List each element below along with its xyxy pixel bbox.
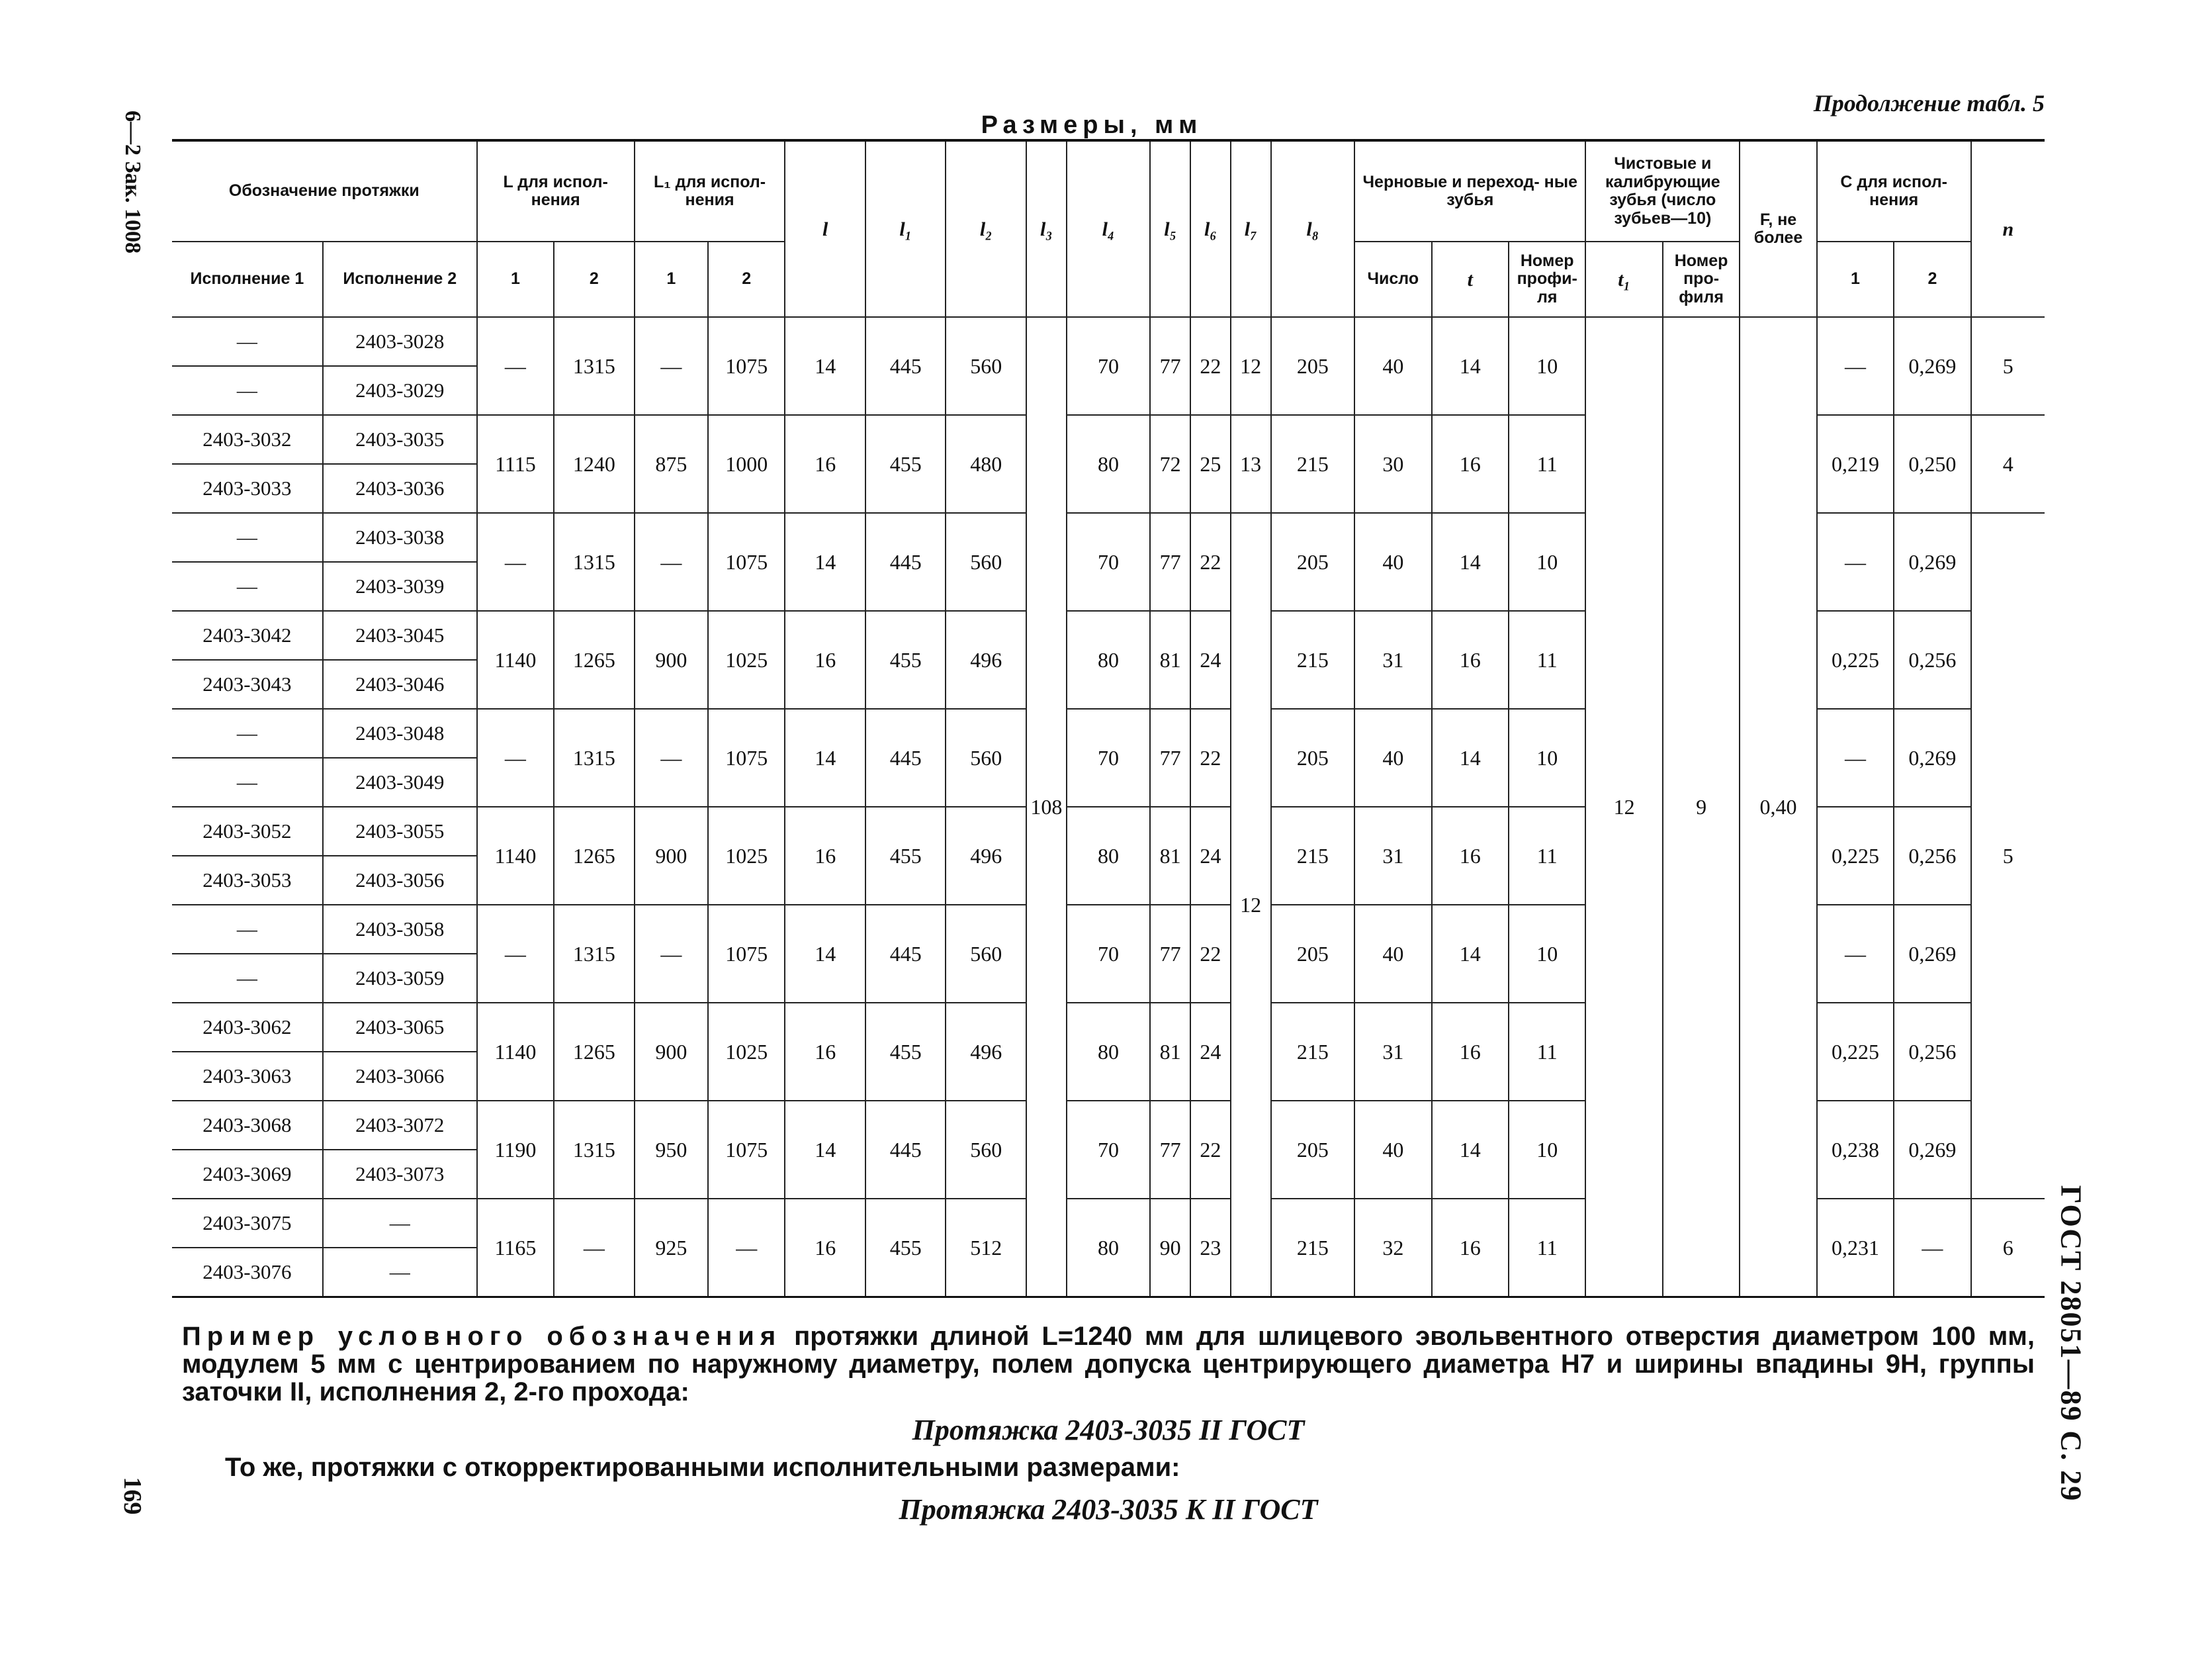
l5-cell: 81: [1150, 1003, 1190, 1101]
designation-exec1-cell: 2403-3052: [172, 807, 323, 856]
l1-cell: 445: [865, 905, 946, 1003]
designation-exec2-cell: 2403-3048: [323, 709, 477, 758]
rough-count-cell: 30: [1354, 415, 1431, 513]
rough-t-cell: 14: [1432, 709, 1509, 807]
rough-t-cell: 16: [1432, 611, 1509, 709]
designation-exec1-cell: —: [172, 317, 323, 366]
rough-profile-cell: 11: [1509, 1003, 1585, 1101]
rough-profile-cell: 10: [1509, 513, 1585, 611]
l5-cell: 77: [1150, 905, 1190, 1003]
C-exec1-cell: 0,225: [1817, 611, 1894, 709]
l8-cell: 205: [1271, 513, 1355, 611]
F-cell: 0,40: [1740, 317, 1816, 1297]
designation-exec2-cell: 2403-3045: [323, 611, 477, 660]
L-exec2-cell: —: [554, 1199, 635, 1297]
l-cell: 16: [785, 1199, 865, 1297]
rough-profile-cell: 11: [1509, 415, 1585, 513]
rough-profile-cell: 11: [1509, 807, 1585, 905]
n-header: n: [1971, 140, 2045, 317]
rough-t-cell: 16: [1432, 1003, 1509, 1101]
page-number: 169: [118, 1477, 146, 1515]
finish-t1-cell: 12: [1585, 317, 1662, 1297]
L-exec1-cell: —: [477, 513, 554, 611]
L1-exec2-cell: 1075: [708, 905, 785, 1003]
designation-exec2-cell: 2403-3039: [323, 562, 477, 611]
C-exec2-cell: 0,256: [1894, 1003, 1970, 1101]
l-cell: 14: [785, 317, 865, 415]
l3-header: l₃: [1026, 140, 1067, 317]
l4-cell: 80: [1067, 1199, 1151, 1297]
t-header: t: [1432, 242, 1509, 317]
L1-exec2-cell: 1075: [708, 1101, 785, 1199]
designation-exec2-cell: 2403-3072: [323, 1101, 477, 1150]
L1-header: L₁ для испол- нения: [635, 140, 785, 242]
L1-exec1-cell: 900: [635, 807, 708, 905]
l1-cell: 455: [865, 1003, 946, 1101]
L-exec1-cell: 1115: [477, 415, 554, 513]
C-header: C для испол- нения: [1817, 140, 1971, 242]
rough-profile-cell: 11: [1509, 1199, 1585, 1297]
l6-cell: 22: [1190, 513, 1231, 611]
L-exec2-cell: 1315: [554, 317, 635, 415]
n-cell: 6: [1971, 1199, 2045, 1297]
rough-count-cell: 40: [1354, 709, 1431, 807]
l-cell: 14: [785, 513, 865, 611]
table-row: [172, 317, 2045, 366]
l6-cell: 23: [1190, 1199, 1231, 1297]
rough-count-cell: 31: [1354, 807, 1431, 905]
rough-teeth-header: Черновые и переход- ные зубья: [1354, 140, 1585, 242]
designation-exec2-cell: 2403-3029: [323, 366, 477, 415]
l4-cell: 80: [1067, 611, 1151, 709]
example-code-2: Протяжка 2403-3035 K II ГОСТ: [899, 1493, 1318, 1526]
l8-cell: 205: [1271, 905, 1355, 1003]
rough-t-cell: 16: [1432, 1199, 1509, 1297]
L-header: L для испол- нения: [477, 140, 635, 242]
L-exec2-cell: 1315: [554, 1101, 635, 1199]
l8-cell: 215: [1271, 1199, 1355, 1297]
C-exec1-cell: 0,231: [1817, 1199, 1894, 1297]
L1-exec1-cell: 900: [635, 1003, 708, 1101]
l5-cell: 77: [1150, 317, 1190, 415]
C-exec1-cell: 0,238: [1817, 1101, 1894, 1199]
rough-count-cell: 40: [1354, 513, 1431, 611]
l5-cell: 77: [1150, 1101, 1190, 1199]
profile-no2-header: Номер про- филя: [1663, 242, 1740, 317]
t1-header: t₁: [1585, 242, 1662, 317]
l8-cell: 215: [1271, 415, 1355, 513]
dimensions-table-container: [172, 139, 2045, 1298]
designation-exec1-cell: —: [172, 954, 323, 1003]
C-exec1-cell: 0,225: [1817, 807, 1894, 905]
C-exec2-header: 2: [1894, 242, 1970, 317]
l2-cell: 496: [946, 1003, 1026, 1101]
rough-profile-cell: 11: [1509, 611, 1585, 709]
designation-exec2-cell: 2403-3073: [323, 1150, 477, 1199]
example-paragraph: [182, 1322, 2035, 1406]
designation-header: Обозначение протяжки: [172, 140, 477, 242]
L1-exec1-header: 1: [635, 242, 708, 317]
rough-count-cell: 40: [1354, 317, 1431, 415]
L-exec2-cell: 1265: [554, 807, 635, 905]
L1-exec2-cell: 1000: [708, 415, 785, 513]
rough-t-cell: 14: [1432, 1101, 1509, 1199]
L-exec2-cell: 1315: [554, 905, 635, 1003]
l1-cell: 445: [865, 1101, 946, 1199]
L-exec2-cell: 1240: [554, 415, 635, 513]
l6-cell: 22: [1190, 317, 1231, 415]
standard-designation: ГОСТ 28051—89 С. 29: [2055, 1185, 2088, 1502]
rough-count-cell: 40: [1354, 1101, 1431, 1199]
l5-header: l₅: [1150, 140, 1190, 317]
l5-cell: 90: [1150, 1199, 1190, 1297]
C-exec2-cell: 0,269: [1894, 709, 1970, 807]
C-exec2-cell: 0,269: [1894, 1101, 1970, 1199]
L-exec2-cell: 1315: [554, 513, 635, 611]
l2-cell: 496: [946, 807, 1026, 905]
l2-cell: 560: [946, 905, 1026, 1003]
table-body: [172, 317, 2045, 1297]
l2-cell: 512: [946, 1199, 1026, 1297]
l6-cell: 24: [1190, 611, 1231, 709]
designation-exec1-cell: —: [172, 366, 323, 415]
designation-exec1-cell: 2403-3076: [172, 1248, 323, 1297]
C-exec2-cell: 0,256: [1894, 611, 1970, 709]
designation-exec1-cell: 2403-3053: [172, 856, 323, 905]
l1-cell: 455: [865, 807, 946, 905]
example-same-text: То же, протяжки с откорректированными исполнительными размерами:: [225, 1453, 1180, 1482]
rough-count-cell: 31: [1354, 1003, 1431, 1101]
designation-exec1-cell: —: [172, 758, 323, 807]
l4-cell: 80: [1067, 415, 1151, 513]
L1-exec1-cell: —: [635, 513, 708, 611]
l6-cell: 22: [1190, 709, 1231, 807]
rough-t-cell: 16: [1432, 807, 1509, 905]
L1-exec2-cell: —: [708, 1199, 785, 1297]
n-cell: 5: [1971, 513, 2045, 1199]
rough-profile-cell: 10: [1509, 905, 1585, 1003]
designation-exec1-cell: —: [172, 709, 323, 758]
C-exec2-cell: 0,256: [1894, 807, 1970, 905]
l2-cell: 560: [946, 513, 1026, 611]
C-exec2-cell: 0,269: [1894, 317, 1970, 415]
l-header: l: [785, 140, 865, 317]
designation-exec1-cell: 2403-3033: [172, 464, 323, 513]
l8-header: l₈: [1271, 140, 1355, 317]
L1-exec1-cell: 950: [635, 1101, 708, 1199]
designation-exec1-cell: —: [172, 513, 323, 562]
designation-exec2-cell: 2403-3058: [323, 905, 477, 954]
l6-cell: 22: [1190, 905, 1231, 1003]
l-cell: 14: [785, 1101, 865, 1199]
rough-profile-cell: 10: [1509, 317, 1585, 415]
l6-cell: 25: [1190, 415, 1231, 513]
designation-exec2-cell: 2403-3038: [323, 513, 477, 562]
L-exec1-cell: 1190: [477, 1101, 554, 1199]
l8-cell: 205: [1271, 317, 1355, 415]
designation-exec1-cell: 2403-3042: [172, 611, 323, 660]
L-exec2-header: 2: [554, 242, 635, 317]
l6-cell: 22: [1190, 1101, 1231, 1199]
L1-exec2-cell: 1025: [708, 807, 785, 905]
L-exec1-cell: —: [477, 709, 554, 807]
l6-header: l₆: [1190, 140, 1231, 317]
l-cell: 14: [785, 905, 865, 1003]
L-exec1-cell: 1140: [477, 807, 554, 905]
C-exec1-cell: 0,225: [1817, 1003, 1894, 1101]
rough-t-cell: 14: [1432, 317, 1509, 415]
rough-t-cell: 14: [1432, 513, 1509, 611]
designation-exec2-cell: 2403-3059: [323, 954, 477, 1003]
l7-cell: 12: [1231, 513, 1271, 1297]
finish-teeth-header: Чистовые и калибрующие зубья (число зубьев—10): [1585, 140, 1740, 242]
designation-exec2-cell: 2403-3028: [323, 317, 477, 366]
l2-cell: 560: [946, 709, 1026, 807]
L1-exec2-cell: 1075: [708, 513, 785, 611]
F-header: F, не более: [1740, 140, 1816, 317]
l1-cell: 455: [865, 415, 946, 513]
l-cell: 14: [785, 709, 865, 807]
example-lead: Пример условного обозначения: [182, 1322, 782, 1351]
dimensions-table: [172, 139, 2045, 1298]
rough-profile-cell: 10: [1509, 1101, 1585, 1199]
designation-exec1-cell: 2403-3068: [172, 1101, 323, 1150]
C-exec2-cell: 0,250: [1894, 415, 1970, 513]
l1-cell: 445: [865, 709, 946, 807]
designation-exec2-cell: 2403-3065: [323, 1003, 477, 1052]
table-units-caption: Размеры, мм: [981, 111, 1203, 139]
designation-exec1-cell: 2403-3032: [172, 415, 323, 464]
l2-header: l₂: [946, 140, 1026, 317]
designation-exec2-cell: —: [323, 1248, 477, 1297]
L-exec1-cell: 1165: [477, 1199, 554, 1297]
l8-cell: 215: [1271, 611, 1355, 709]
designation-exec1-cell: 2403-3063: [172, 1052, 323, 1101]
example-text: протяжки длиной L=1240 мм для шлицевого эвольвентного отверстия диаметром 100 мм, модулем 5 мм с центрированием по наружному диаметру, полем допуска центрирующего диаметра H7 и ширины впадины 9H, группы заточки II, исполнения 2, 2-го прохода:: [182, 1322, 2035, 1406]
l1-cell: 455: [865, 1199, 946, 1297]
l4-cell: 70: [1067, 1101, 1151, 1199]
L-exec2-cell: 1265: [554, 1003, 635, 1101]
L1-exec1-cell: —: [635, 709, 708, 807]
l-cell: 16: [785, 415, 865, 513]
l-cell: 16: [785, 807, 865, 905]
designation-exec1-cell: —: [172, 562, 323, 611]
L-exec2-cell: 1315: [554, 709, 635, 807]
n-cell: 5: [1971, 317, 2045, 415]
designation-exec2-cell: 2403-3035: [323, 415, 477, 464]
L1-exec2-cell: 1025: [708, 611, 785, 709]
L-exec2-cell: 1265: [554, 611, 635, 709]
l2-cell: 560: [946, 1101, 1026, 1199]
n-cell: 4: [1971, 415, 2045, 513]
l2-cell: 480: [946, 415, 1026, 513]
L-exec1-cell: 1140: [477, 1003, 554, 1101]
l5-cell: 77: [1150, 709, 1190, 807]
rough-t-cell: 16: [1432, 415, 1509, 513]
l6-cell: 24: [1190, 807, 1231, 905]
L-exec1-cell: 1140: [477, 611, 554, 709]
C-exec1-cell: 0,219: [1817, 415, 1894, 513]
rough-t-cell: 14: [1432, 905, 1509, 1003]
rough-count-cell: 40: [1354, 905, 1431, 1003]
rough-profile-cell: 10: [1509, 709, 1585, 807]
designation-exec2-cell: 2403-3049: [323, 758, 477, 807]
designation-exec1-cell: —: [172, 905, 323, 954]
L1-exec2-cell: 1025: [708, 1003, 785, 1101]
C-exec1-cell: —: [1817, 317, 1894, 415]
C-exec2-cell: 0,269: [1894, 905, 1970, 1003]
l1-cell: 445: [865, 317, 946, 415]
C-exec2-cell: —: [1894, 1199, 1970, 1297]
l7-header: l₇: [1231, 140, 1271, 317]
rough-count-cell: 31: [1354, 611, 1431, 709]
finish-profile-cell: 9: [1663, 317, 1740, 1297]
l6-cell: 24: [1190, 1003, 1231, 1101]
l5-cell: 81: [1150, 611, 1190, 709]
C-exec1-cell: —: [1817, 905, 1894, 1003]
L-exec1-header: 1: [477, 242, 554, 317]
L1-exec1-cell: —: [635, 905, 708, 1003]
count-header: Число: [1354, 242, 1431, 317]
margin-order-number: 6—2 Зак. 1008: [120, 110, 145, 254]
L1-exec1-cell: 875: [635, 415, 708, 513]
C-exec1-cell: —: [1817, 513, 1894, 611]
l5-cell: 72: [1150, 415, 1190, 513]
profile-no-header: Номер профи- ля: [1509, 242, 1585, 317]
l8-cell: 215: [1271, 1003, 1355, 1101]
designation-exec2-cell: 2403-3055: [323, 807, 477, 856]
rough-count-cell: 32: [1354, 1199, 1431, 1297]
C-exec1-header: 1: [1817, 242, 1894, 317]
L-exec1-cell: —: [477, 317, 554, 415]
designation-exec2-cell: 2403-3056: [323, 856, 477, 905]
exec2-header: Исполнение 2: [323, 242, 477, 317]
l8-cell: 215: [1271, 807, 1355, 905]
l3-cell: 108: [1026, 317, 1067, 1297]
designation-exec2-cell: 2403-3036: [323, 464, 477, 513]
l2-cell: 496: [946, 611, 1026, 709]
designation-exec1-cell: 2403-3062: [172, 1003, 323, 1052]
l7-cell: 13: [1231, 415, 1271, 513]
l4-cell: 70: [1067, 905, 1151, 1003]
L1-exec2-cell: 1075: [708, 317, 785, 415]
L1-exec1-cell: —: [635, 317, 708, 415]
designation-exec1-cell: 2403-3043: [172, 660, 323, 709]
exec1-header: Исполнение 1: [172, 242, 323, 317]
L1-exec2-header: 2: [708, 242, 785, 317]
designation-exec1-cell: 2403-3069: [172, 1150, 323, 1199]
l7-cell: 12: [1231, 317, 1271, 415]
L1-exec2-cell: 1075: [708, 709, 785, 807]
l4-cell: 80: [1067, 1003, 1151, 1101]
designation-exec2-cell: —: [323, 1199, 477, 1248]
l4-cell: 70: [1067, 317, 1151, 415]
L1-exec1-cell: 900: [635, 611, 708, 709]
l1-cell: 455: [865, 611, 946, 709]
l4-cell: 80: [1067, 807, 1151, 905]
C-exec1-cell: —: [1817, 709, 1894, 807]
table-continuation-caption: Продолжение табл. 5: [1813, 90, 2045, 116]
designation-exec1-cell: 2403-3075: [172, 1199, 323, 1248]
l4-cell: 70: [1067, 513, 1151, 611]
designation-exec2-cell: 2403-3046: [323, 660, 477, 709]
l1-cell: 445: [865, 513, 946, 611]
l8-cell: 205: [1271, 1101, 1355, 1199]
l-cell: 16: [785, 611, 865, 709]
C-exec2-cell: 0,269: [1894, 513, 1970, 611]
l8-cell: 205: [1271, 709, 1355, 807]
l5-cell: 77: [1150, 513, 1190, 611]
l4-header: l₄: [1067, 140, 1151, 317]
l5-cell: 81: [1150, 807, 1190, 905]
l-cell: 16: [785, 1003, 865, 1101]
L1-exec1-cell: 925: [635, 1199, 708, 1297]
L-exec1-cell: —: [477, 905, 554, 1003]
l1-header: l₁: [865, 140, 946, 317]
designation-exec2-cell: 2403-3066: [323, 1052, 477, 1101]
l2-cell: 560: [946, 317, 1026, 415]
l4-cell: 70: [1067, 709, 1151, 807]
example-code-1: Протяжка 2403-3035 II ГОСТ: [912, 1414, 1305, 1446]
